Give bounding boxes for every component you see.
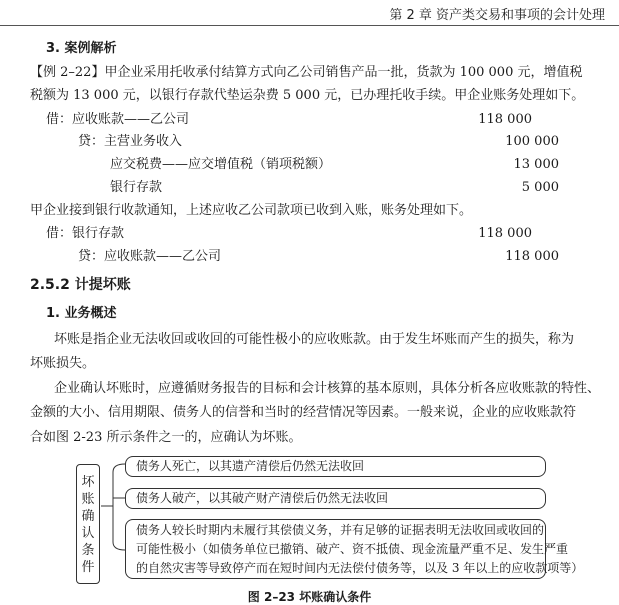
- condition-3-line-3: 的自然灾害等导致停产而在短时间内无法偿付债务等，以及 3 年以上的应收款项等）: [136, 561, 584, 575]
- condition-box-1: [125, 456, 546, 477]
- figure-label-char: 确: [81, 509, 95, 524]
- figure-caption: 图 2–23 坏账确认条件: [247, 590, 372, 604]
- case-heading: 3. 案例解析: [46, 41, 117, 56]
- figure-label-char: 件: [81, 560, 95, 575]
- condition-box-3: [125, 519, 584, 579]
- condition-1-text: 债务人死亡，以其遗产清偿后仍然无法收回: [136, 459, 365, 473]
- para2-line-1: 企业确认坏账时，应遵循财务报告的目标和会计核算的基本原则，具体分析各应收账款的特性、: [54, 381, 601, 396]
- example-text-line-2: 税额为 13 000 元，以银行存款代垫运杂费 5 000 元，已办理托收手续。甲企业账务处理如下。: [30, 88, 585, 103]
- section-title: 2.5.2 计提坏账: [30, 277, 131, 293]
- entry2-credit-amount: 118 000: [505, 249, 559, 264]
- para1-line-2: 坏账损失。: [30, 356, 96, 371]
- condition-2-text: 债务人破产，以其破产财产清偿后仍然无法收回: [136, 491, 389, 505]
- figure-label-char: 账: [81, 492, 95, 507]
- entry1-credit1-label: 贷：主营业务收入: [78, 134, 183, 149]
- entry1-credit3-amount: 5 000: [521, 180, 559, 195]
- entry2-debit-label: 借：银行存款: [46, 226, 125, 241]
- header-divider: [0, 25, 619, 26]
- entry-note: 甲企业接到银行收款通知，上述应收乙公司款项已收到入账，账务处理如下。: [30, 203, 473, 218]
- entry1-credit3-label: 银行存款: [110, 180, 163, 195]
- figure-bracket: [101, 462, 125, 552]
- example-text-line-1: 【例 2–22】甲企业采用托收承付结算方式向乙公司销售产品一批，货款为 100 000 元，增值税: [30, 65, 583, 80]
- entry2-credit-label: 贷：应收账款——乙公司: [78, 249, 222, 264]
- figure-label-char: 认: [81, 526, 95, 541]
- entry1-credit1-amount: 100 000: [505, 134, 559, 149]
- page-header: [0, 0, 619, 26]
- para2-line-3: 合如图 2-23 所示条件之一的，应确认为坏账。: [30, 430, 302, 445]
- entry1-credit2-amount: 13 000: [513, 157, 559, 172]
- figure-label-box: [76, 464, 100, 584]
- figure-label-char: 坏: [81, 475, 95, 490]
- entry1-debit-label: 借：应收账款——乙公司: [46, 112, 190, 127]
- entry1-credit2-label: 应交税费——应交增值税（销项税额）: [110, 157, 332, 172]
- figure-label-char: 条: [81, 543, 95, 558]
- sub-heading: 1. 业务概述: [46, 306, 117, 321]
- condition-3-line-2: 可能性极小（如债务单位已撤销、破产、资不抵债、现金流量严重不足、发生严重: [136, 542, 569, 556]
- entry2-debit-amount: 118 000: [478, 226, 532, 241]
- para2-line-2: 金额的大小、信用期限、债务人的信誉和当时的经营情况等因素。一般来说，企业的应收账款符: [30, 405, 577, 420]
- para1-line-1: 坏账是指企业无法收回或收回的可能性极小的应收账款。由于发生坏账而产生的损失，称为: [54, 332, 575, 347]
- condition-3-line-1: 债务人较长时期内未履行其偿债义务，并有足够的证据表明无法收回或收回的: [136, 523, 545, 537]
- chapter-title: 第 2 章 资产类交易和事项的会计处理: [389, 8, 605, 23]
- entry1-debit-amount: 118 000: [478, 112, 532, 127]
- condition-box-2: [125, 488, 546, 509]
